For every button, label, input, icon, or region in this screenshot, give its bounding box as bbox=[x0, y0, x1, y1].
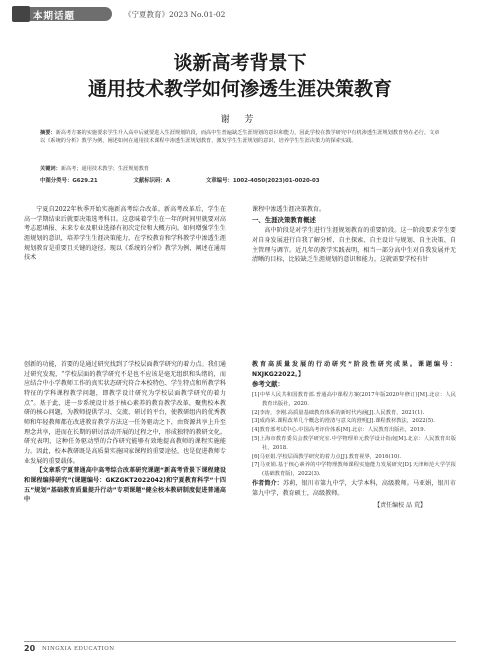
author-bio bbox=[252, 479, 456, 498]
classification-line bbox=[40, 176, 440, 184]
reference-item: [2]李涛，李刚.高质量基础教育体系的新时代内涵[J].人民教育，2021(1). bbox=[252, 409, 425, 416]
editor-credit: 【责任编校 品 荒】 bbox=[374, 502, 426, 510]
references-heading: 参考文献： bbox=[252, 380, 284, 389]
funding-note: 【文章系宁夏普通高中高考综合改革研究课题“新高考背景下课程建设和课程编排研究”(课题编号：GKZGKT2022042)和宁夏教育科学“十四五”规划“基础教育质量提升行动”专项课题“健全校本教研制度促进普通高中 bbox=[24, 467, 226, 504]
funding-note-continued: 教育高质量发展的行动研究”阶段性研究成果。课题编号：NXJKG22022。】 bbox=[252, 361, 456, 378]
clc-number: 中图分类号：G629.21 bbox=[40, 178, 98, 184]
body-column-right-top bbox=[252, 205, 456, 265]
abstract bbox=[40, 129, 440, 145]
journal-logo-icon bbox=[12, 6, 30, 22]
page-number: 20 bbox=[24, 644, 36, 653]
intro-paragraph-continued: 课程中渗透生涯决策教育。 bbox=[252, 206, 326, 213]
article-author: 谢 芳 bbox=[220, 115, 260, 125]
keywords-text: 新高考；通用技术教学；生涯规划教育 bbox=[60, 166, 149, 172]
article-title-line-1: 谈新高考背景下 bbox=[173, 52, 307, 74]
reference-list bbox=[252, 391, 456, 479]
intro-paragraph: 宁夏自2022年秋季开始实施新高考综合改革。新高考改革后，学生在高一学期结束后就要决策选考科目。这意味着学生在一年的时间里就要对高考志愿填报、未来专业及职业选择有初次定位和大概方向。如何增强学生生涯规划的意识，培养学生生涯决策能力，在学校教育和学科教学中渗透生涯规划教育是重要且关键的途径。现以《系统的分析》教学为例，阐述在通用技术 bbox=[24, 206, 226, 262]
journal-issue: 《宁夏教育》2023 No.01-02 bbox=[124, 10, 226, 19]
keywords-label: 关键词： bbox=[40, 166, 61, 172]
continued-paragraph: 创新的功能，首要的是通过研究找到了学校层面教学研究的着力点。我们通过研究发现，“学校层面的教学研究不是也不应该是毫无组织和头绪的，而应结合中小学教师工作的真实状态研究符合本校特色、学生特点和所教学科特征的学科课程教学问题，即教学设计研究为学校层面教学研究的着力点”。基于此，进一步系统设计基于核心素养的教育教学改革，聚焦校本教研的核心问题，为教师提供学习、交流、研讨的平台，使教研组内的优秀教师和年轻教师都在改进教育教学方法这一任务驱动之下，由资源共享上升至理念共享，进而在长期的研讨活动开展的过程之中，形成独特的教研文化。研究表明，这种任务驱动型的合作研究能够有效地提高教师的课程实施能力。因此，校本教研既是高质量实施国家课程的重要途径，也是促进教师专业发展的重要载体。 bbox=[24, 361, 226, 465]
reference-item: [5]上海市教育委员会教学研究室.中学物理单元教学设计指南[M].北京：人民教育出版社，2018. bbox=[252, 435, 456, 451]
body-column-left-top bbox=[24, 205, 226, 263]
keywords bbox=[40, 165, 440, 173]
reference-item: [4]教育部考试中心.中国高考评价体系[M].北京：人民教育出版社，2019. bbox=[252, 427, 426, 434]
section-1-paragraph: 高中阶段是对学生进行生涯规划教育的重要阶段。这一阶段要求学生要对自身发展进行自我了解分析、自主探索、自主设计与规划、自主决策、自主管理与调节。近几年的教学实践表明，相当一部分高中生对自我发展并无清晰的目标，比较缺乏生涯规划的意识和能力。这就需要学校有针 bbox=[252, 227, 456, 264]
abstract-label: 摘要： bbox=[40, 130, 56, 136]
reference-item: [6]马亚娟.学校层面教学研究的着力点[J].教育视界，2016(10). bbox=[252, 453, 402, 460]
article-title-line-2: 通用技术教学如何渗透生涯决策教育 bbox=[87, 78, 392, 100]
reference-item: [7]马亚娟.基于核心素养的中学物理教师课程实施能力发展研究[D].天津师范大学学报(基础教育版)，2022(3). bbox=[252, 462, 456, 478]
section-tag: 本期话题 bbox=[33, 11, 76, 22]
section-heading-1: 一、生涯决策教育概述 bbox=[252, 215, 316, 224]
body-column-left-bottom bbox=[24, 360, 226, 505]
author-bio-text: 苏莉，银川市第九中学，大学本科，高级教师。马亚娟，银川市第九中学，教育硕士，高级教师。 bbox=[252, 479, 457, 497]
article-number: 文章编号：1002-4050(2023)01-0020-03 bbox=[205, 178, 320, 184]
reference-item: [1]中华人民共和国教育部.普通高中课程方案(2017年版2020年修订)[M].北京：人民教育出版社，2020. bbox=[252, 391, 456, 407]
document-code: 文献标识码：A bbox=[133, 178, 170, 184]
abstract-text: 新高考方案的实施要求学生升入高中后就要进入生涯规划阶段，而高中生普遍缺乏生涯规划的意识和能力，因此学校在教学研究中有机渗透生涯规划教育势在必行。文章以《系统的分析》教学为例，阐述如何在通用技术课程中渗透生涯规划教育，激发学生生涯规划的意识，培养学生生涯决策力的探索实践。 bbox=[40, 130, 440, 144]
footer-rule bbox=[24, 641, 456, 642]
author-bio-label: 作者简介： bbox=[252, 479, 283, 487]
footer-journal-name: NINGXIA EDUCATION bbox=[42, 646, 115, 652]
body-column-right-bottom bbox=[252, 360, 456, 511]
reference-item: [3]成尚荣.课程改革几个概念的澄清与意义的澄明[J].课程教材教法，2022(5). bbox=[252, 418, 435, 425]
